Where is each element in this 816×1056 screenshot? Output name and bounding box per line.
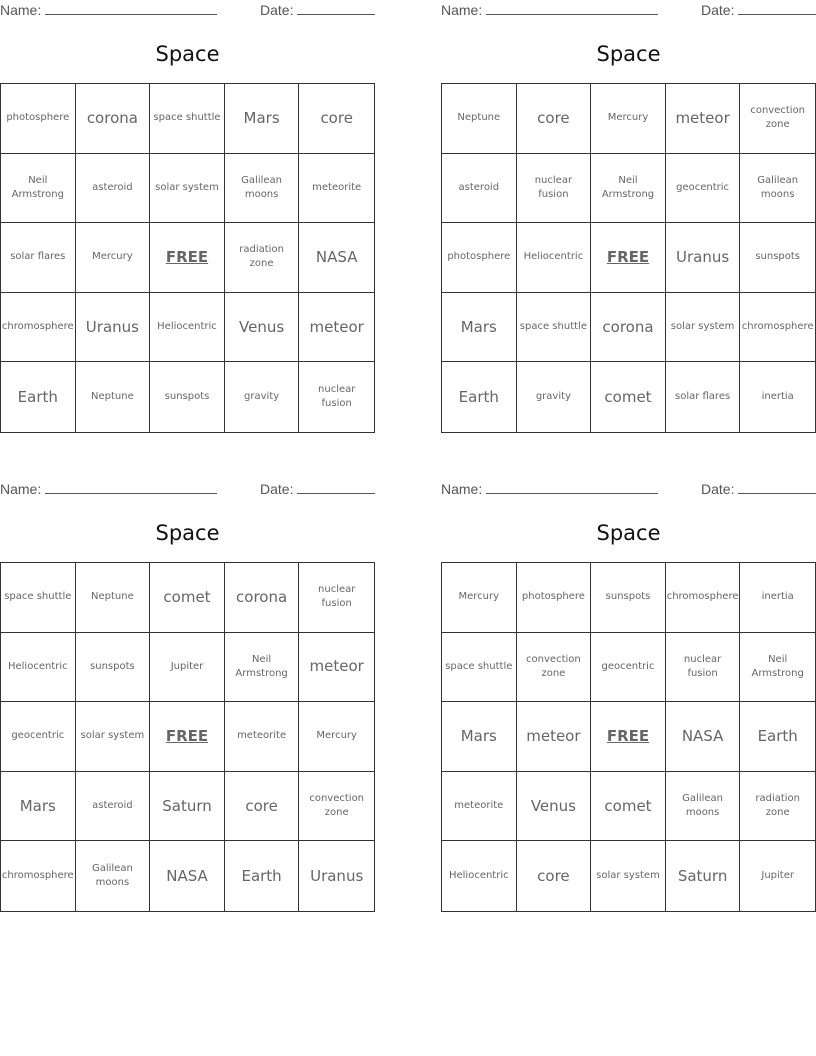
bingo-cell[interactable]: corona bbox=[225, 563, 300, 633]
bingo-card-1 bbox=[0, 0, 375, 430]
bingo-cell[interactable]: Earth bbox=[442, 362, 517, 432]
card-title: Space bbox=[155, 42, 220, 66]
bingo-cell[interactable]: comet bbox=[591, 772, 666, 842]
bingo-cell[interactable]: Mars bbox=[225, 84, 300, 154]
bingo-cell[interactable]: corona bbox=[591, 293, 666, 363]
bingo-cell[interactable]: Galilean moons bbox=[666, 772, 741, 842]
bingo-cell[interactable]: radiation zone bbox=[225, 223, 300, 293]
bingo-grid bbox=[441, 83, 816, 433]
bingo-cell[interactable]: Heliocentric bbox=[442, 841, 517, 911]
name-field[interactable] bbox=[441, 481, 658, 497]
card-title: Space bbox=[596, 521, 661, 545]
bingo-cell[interactable]: Uranus bbox=[310, 866, 364, 885]
name-label: Name: bbox=[0, 2, 42, 18]
bingo-cell[interactable]: Jupiter bbox=[761, 870, 794, 882]
bingo-cell[interactable]: chromosphere bbox=[740, 293, 815, 363]
bingo-cell[interactable]: Galilean moons bbox=[225, 154, 300, 224]
name-blank-line bbox=[486, 2, 658, 15]
bingo-cell[interactable]: nuclear fusion bbox=[517, 154, 592, 224]
bingo-cell[interactable]: chromosphere bbox=[1, 841, 76, 911]
bingo-cell[interactable]: Uranus bbox=[76, 293, 151, 363]
bingo-cell[interactable]: Mars bbox=[1, 772, 76, 842]
bingo-cell[interactable]: Neptune bbox=[442, 84, 517, 154]
free-space-cell[interactable]: FREE bbox=[150, 702, 225, 772]
bingo-cell[interactable]: solar flares bbox=[1, 223, 76, 293]
bingo-cell[interactable]: comet bbox=[591, 362, 666, 432]
bingo-cell[interactable]: Heliocentric bbox=[517, 223, 592, 293]
bingo-cell[interactable]: convection zone bbox=[517, 633, 592, 703]
bingo-cell[interactable]: meteorite bbox=[299, 154, 374, 224]
date-field[interactable] bbox=[701, 481, 816, 497]
bingo-cell[interactable]: core bbox=[225, 772, 300, 842]
date-blank-line bbox=[738, 481, 816, 494]
bingo-cell[interactable]: space shuttle bbox=[442, 633, 517, 703]
date-field[interactable] bbox=[260, 2, 375, 18]
bingo-cell[interactable]: Earth bbox=[1, 362, 76, 432]
bingo-cell[interactable]: meteor bbox=[299, 293, 374, 363]
bingo-cell[interactable]: meteorite bbox=[442, 772, 517, 842]
date-field[interactable] bbox=[701, 2, 816, 18]
bingo-cell[interactable]: meteor bbox=[666, 84, 741, 154]
bingo-cell[interactable]: Earth bbox=[740, 702, 815, 772]
name-field[interactable] bbox=[0, 2, 217, 18]
bingo-cell[interactable]: Neil Armstrong bbox=[1, 154, 76, 224]
bingo-cell[interactable]: Mars bbox=[442, 293, 517, 363]
card-header bbox=[441, 2, 816, 20]
bingo-cell[interactable]: Mercury bbox=[591, 84, 666, 154]
name-field[interactable] bbox=[441, 2, 658, 18]
bingo-cell[interactable]: Neil Armstrong bbox=[225, 633, 300, 703]
bingo-cell[interactable]: Mercury bbox=[76, 223, 151, 293]
name-label: Name: bbox=[441, 2, 483, 18]
bingo-cell[interactable]: Neptune bbox=[76, 563, 151, 633]
bingo-cell[interactable]: core bbox=[299, 84, 374, 154]
bingo-cell[interactable]: corona bbox=[76, 84, 151, 154]
bingo-cell[interactable]: Earth bbox=[225, 841, 300, 911]
card-title: Space bbox=[596, 42, 661, 66]
date-label: Date: bbox=[260, 481, 294, 497]
bingo-cell[interactable]: sunspots bbox=[76, 633, 151, 703]
bingo-cell[interactable]: geocentric bbox=[666, 154, 741, 224]
bingo-cell[interactable]: sunspots bbox=[591, 563, 666, 633]
bingo-cell[interactable]: gravity bbox=[225, 362, 300, 432]
bingo-cell[interactable]: meteor bbox=[517, 702, 592, 772]
bingo-cell[interactable]: geocentric bbox=[591, 633, 666, 703]
bingo-card-4 bbox=[441, 479, 816, 909]
bingo-cell[interactable]: asteroid bbox=[442, 154, 517, 224]
bingo-cell[interactable]: gravity bbox=[517, 362, 592, 432]
bingo-card-3 bbox=[0, 479, 375, 909]
bingo-cell[interactable]: Mercury bbox=[299, 702, 374, 772]
name-blank-line bbox=[486, 481, 658, 494]
bingo-cell[interactable]: inertia bbox=[761, 391, 794, 403]
free-space-cell[interactable]: FREE bbox=[591, 223, 666, 293]
date-field[interactable] bbox=[260, 481, 375, 497]
name-blank-line bbox=[45, 2, 217, 15]
bingo-cell[interactable]: space shuttle bbox=[517, 293, 592, 363]
bingo-cell[interactable]: NASA bbox=[299, 223, 374, 293]
bingo-cell[interactable]: NASA bbox=[150, 841, 225, 911]
bingo-cell[interactable]: Neil Armstrong bbox=[740, 633, 815, 703]
bingo-cell[interactable]: Galilean moons bbox=[740, 154, 815, 224]
free-space-cell[interactable]: FREE bbox=[150, 223, 225, 293]
bingo-cell[interactable]: asteroid bbox=[76, 154, 151, 224]
bingo-cell[interactable]: solar flares bbox=[666, 362, 741, 432]
card-header bbox=[441, 481, 816, 499]
bingo-grid bbox=[0, 562, 375, 912]
bingo-cell[interactable]: Heliocentric bbox=[1, 633, 76, 703]
name-blank-line bbox=[45, 481, 217, 494]
bingo-cell[interactable]: photosphere bbox=[517, 563, 592, 633]
bingo-cell[interactable]: nuclear fusion bbox=[299, 563, 374, 633]
date-blank-line bbox=[297, 481, 375, 494]
bingo-cell[interactable]: comet bbox=[150, 563, 225, 633]
bingo-card-2 bbox=[441, 0, 816, 430]
bingo-cell[interactable]: space shuttle bbox=[150, 84, 225, 154]
card-header bbox=[0, 481, 375, 499]
bingo-cell[interactable]: Saturn bbox=[150, 772, 225, 842]
card-header bbox=[0, 2, 375, 20]
bingo-cell[interactable]: Neptune bbox=[76, 362, 151, 432]
name-label: Name: bbox=[0, 481, 42, 497]
bingo-cell[interactable]: sunspots bbox=[740, 223, 815, 293]
date-label: Date: bbox=[701, 481, 735, 497]
bingo-cell[interactable]: core bbox=[517, 841, 592, 911]
bingo-cell[interactable]: photosphere bbox=[442, 223, 517, 293]
bingo-cell[interactable]: convection zone bbox=[740, 84, 815, 154]
bingo-grid bbox=[441, 562, 816, 912]
bingo-cell[interactable]: sunspots bbox=[150, 362, 225, 432]
bingo-cell[interactable]: Heliocentric bbox=[150, 293, 225, 363]
bingo-cell[interactable]: convection zone bbox=[299, 772, 374, 842]
bingo-cell[interactable]: Mercury bbox=[442, 563, 517, 633]
date-label: Date: bbox=[260, 2, 294, 18]
bingo-cell[interactable]: inertia bbox=[740, 563, 815, 633]
bingo-cell[interactable]: solar system bbox=[666, 293, 741, 363]
bingo-cell[interactable]: NASA bbox=[666, 702, 741, 772]
bingo-cell[interactable]: Jupiter bbox=[150, 633, 225, 703]
bingo-cell[interactable]: geocentric bbox=[1, 702, 76, 772]
bingo-cell[interactable]: space shuttle bbox=[1, 563, 76, 633]
bingo-cell[interactable]: Uranus bbox=[666, 223, 741, 293]
bingo-cell[interactable]: meteor bbox=[299, 633, 374, 703]
bingo-cell[interactable]: solar system bbox=[150, 154, 225, 224]
bingo-cell[interactable]: Saturn bbox=[666, 841, 741, 911]
bingo-cell[interactable]: Galilean moons bbox=[76, 841, 151, 911]
date-blank-line bbox=[738, 2, 816, 15]
date-blank-line bbox=[297, 2, 375, 15]
bingo-cell[interactable]: core bbox=[517, 84, 592, 154]
bingo-cell[interactable]: chromosphere bbox=[666, 563, 741, 633]
bingo-cell[interactable]: Neil Armstrong bbox=[591, 154, 666, 224]
bingo-cell[interactable]: Venus bbox=[517, 772, 592, 842]
bingo-cell[interactable]: meteorite bbox=[225, 702, 300, 772]
bingo-cell[interactable]: Mars bbox=[442, 702, 517, 772]
name-field[interactable] bbox=[0, 481, 217, 497]
bingo-cell[interactable]: nuclear fusion bbox=[318, 384, 356, 410]
bingo-cell[interactable]: radiation zone bbox=[740, 772, 815, 842]
bingo-cell[interactable]: photosphere bbox=[1, 84, 76, 154]
bingo-cell[interactable]: nuclear fusion bbox=[666, 633, 741, 703]
date-label: Date: bbox=[701, 2, 735, 18]
bingo-grid bbox=[0, 83, 375, 433]
name-label: Name: bbox=[441, 481, 483, 497]
bingo-cell[interactable]: asteroid bbox=[76, 772, 151, 842]
card-title: Space bbox=[155, 521, 220, 545]
bingo-cell[interactable]: Venus bbox=[225, 293, 300, 363]
bingo-cell[interactable]: solar system bbox=[76, 702, 151, 772]
bingo-cell[interactable]: chromosphere bbox=[1, 293, 76, 363]
free-space-cell[interactable]: FREE bbox=[591, 702, 666, 772]
bingo-cell[interactable]: solar system bbox=[591, 841, 666, 911]
